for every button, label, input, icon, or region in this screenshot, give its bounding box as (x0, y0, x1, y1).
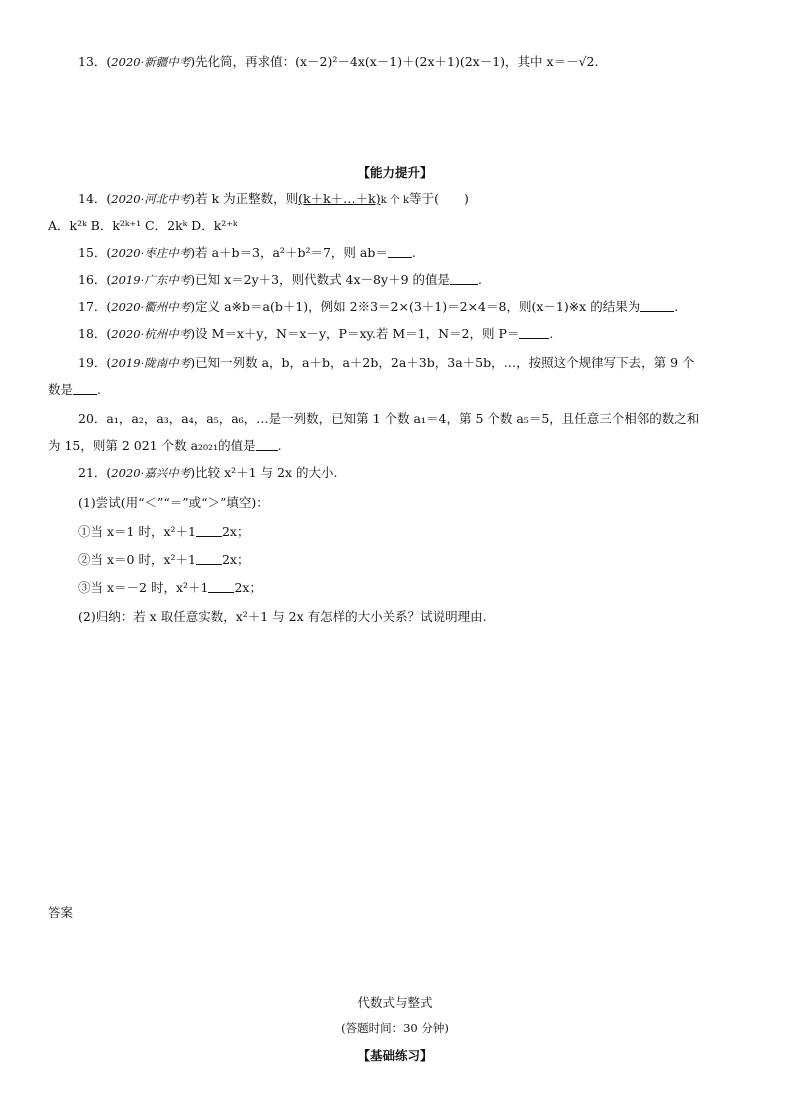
question-17 (78, 298, 678, 316)
question-21-part2: (2)归纳：若 x 取任意实数，x²＋1 与 2x 有怎样的大小关系？试说明理由. (78, 609, 487, 624)
q19-source: 2019·陇南中考 (111, 356, 191, 370)
q21-source: 2020·嘉兴中考 (111, 466, 191, 480)
q13-source: 2020·新疆中考 (111, 55, 191, 69)
q14-sum: (k＋k＋…＋k) (298, 191, 381, 206)
q21c-post: 2x； (234, 580, 262, 595)
question-21 (78, 464, 337, 482)
q17-text: )定义 a※b＝a(b＋1)，例如 2※3＝2×(3＋1)＝2×4＝8，则(x－1)※x 的结果为 (190, 299, 641, 314)
question-19-line2 (48, 381, 101, 399)
q15-text: )若 a＋b＝3，a²＋b²＝7，则 ab＝ (190, 245, 388, 260)
q16-source: 2019·广东中考 (111, 273, 191, 287)
q18-text: )设 M＝x＋y，N＝x－y，P＝xy.若 M＝1，N＝2，则 P＝ (190, 326, 520, 341)
question-16 (78, 271, 482, 289)
q14-tail: 等于( ) (409, 191, 469, 206)
q14-sum-count: k 个 k (380, 195, 410, 206)
question-20: 20．a₁，a₂，a₃，a₄，a₅，a₆，…是一列数，已知第 1 个数 a₁＝4，第 5 个数 a₅＝5，且任意三个相邻的数之和 (78, 411, 700, 426)
q21c-pre: ③当 x＝－2 时，x²＋1 (78, 580, 209, 595)
question-14 (78, 190, 469, 210)
question-21-item-b (78, 551, 249, 569)
q21b-pre: ②当 x＝0 时，x²＋1 (78, 552, 196, 567)
q18-source: 2020·杭州中考 (111, 327, 191, 341)
question-21-part1: (1)尝试(用“＜”“＝”或“＞”填空)： (78, 495, 269, 510)
q20-end: . (277, 438, 282, 453)
q21b-blank[interactable] (196, 552, 222, 565)
q19-text: )已知一列数 a，b，a＋b，a＋2b，2a＋3b，3a＋5b，…，按照这个规律写下去，第 9 个 (190, 355, 695, 370)
q17-source: 2020·衢州中考 (111, 300, 191, 314)
section-ability-heading: 【能力提升】 (357, 165, 433, 180)
q15-num: 15．( (78, 245, 112, 260)
q21-num: 21．( (78, 465, 112, 480)
q17-num: 17．( (78, 299, 112, 314)
q16-text: )已知 x＝2y＋3，则代数式 4x－8y＋9 的值是 (190, 272, 451, 287)
q19-num: 19．( (78, 355, 112, 370)
q14-text: )若 k 为正整数，则 (190, 191, 299, 206)
q20-line2-text: 为 15，则第 2 021 个数 a₂₀₂₁的值是 (48, 438, 256, 453)
q14-num: 14．( (78, 191, 112, 206)
q19-answer-blank[interactable] (73, 382, 97, 395)
question-21-item-c (78, 579, 262, 597)
q21-text: )比较 x²＋1 与 2x 的大小. (190, 465, 338, 480)
question-19 (78, 354, 695, 372)
q21c-blank[interactable] (208, 580, 234, 593)
q21a-post: 2x； (221, 524, 250, 539)
q13-num: 13．( (78, 54, 112, 69)
q21a-blank[interactable] (196, 524, 222, 537)
q15-answer-blank[interactable] (388, 245, 412, 258)
q19-line2-text: 数是 (48, 382, 74, 397)
q15-end: . (411, 245, 416, 260)
q16-end: . (478, 272, 482, 287)
answer-label: 答案 (48, 905, 74, 920)
question-13 (78, 53, 598, 71)
q16-answer-blank[interactable] (450, 272, 478, 285)
q16-num: 16．( (78, 272, 112, 287)
q21a-pre: ①当 x＝1 时，x²＋1 (78, 524, 196, 539)
q18-num: 18．( (78, 326, 112, 341)
q14-source: 2020·河北中考 (111, 192, 191, 206)
q18-end: . (549, 326, 554, 341)
question-20-line2 (48, 437, 282, 455)
question-14-options: A．k²ᵏ B．k²ᵏ⁺¹ C．2kᵏ D．k²⁺ᵏ (48, 218, 238, 233)
q18-answer-blank[interactable] (519, 326, 549, 339)
footer-title: 代数式与整式 (357, 995, 433, 1010)
footer-section: 【基础练习】 (357, 1048, 433, 1063)
question-21-item-a (78, 523, 249, 541)
q13-text: )先化简，再求值： (190, 54, 296, 69)
q17-end: . (674, 299, 679, 314)
q20-answer-blank[interactable] (256, 438, 278, 451)
q15-source: 2020·枣庄中考 (111, 246, 191, 260)
question-15 (78, 244, 416, 262)
q19-end: . (97, 382, 101, 397)
q13-expression: (x－2)²－4x(x－1)＋(2x＋1)(2x－1)，其中 x＝－√2. (295, 54, 599, 69)
question-18 (78, 325, 553, 343)
q21b-post: 2x； (221, 552, 250, 567)
footer-time: (答题时间：30 分钟) (341, 1021, 449, 1035)
q17-answer-blank[interactable] (640, 299, 674, 312)
